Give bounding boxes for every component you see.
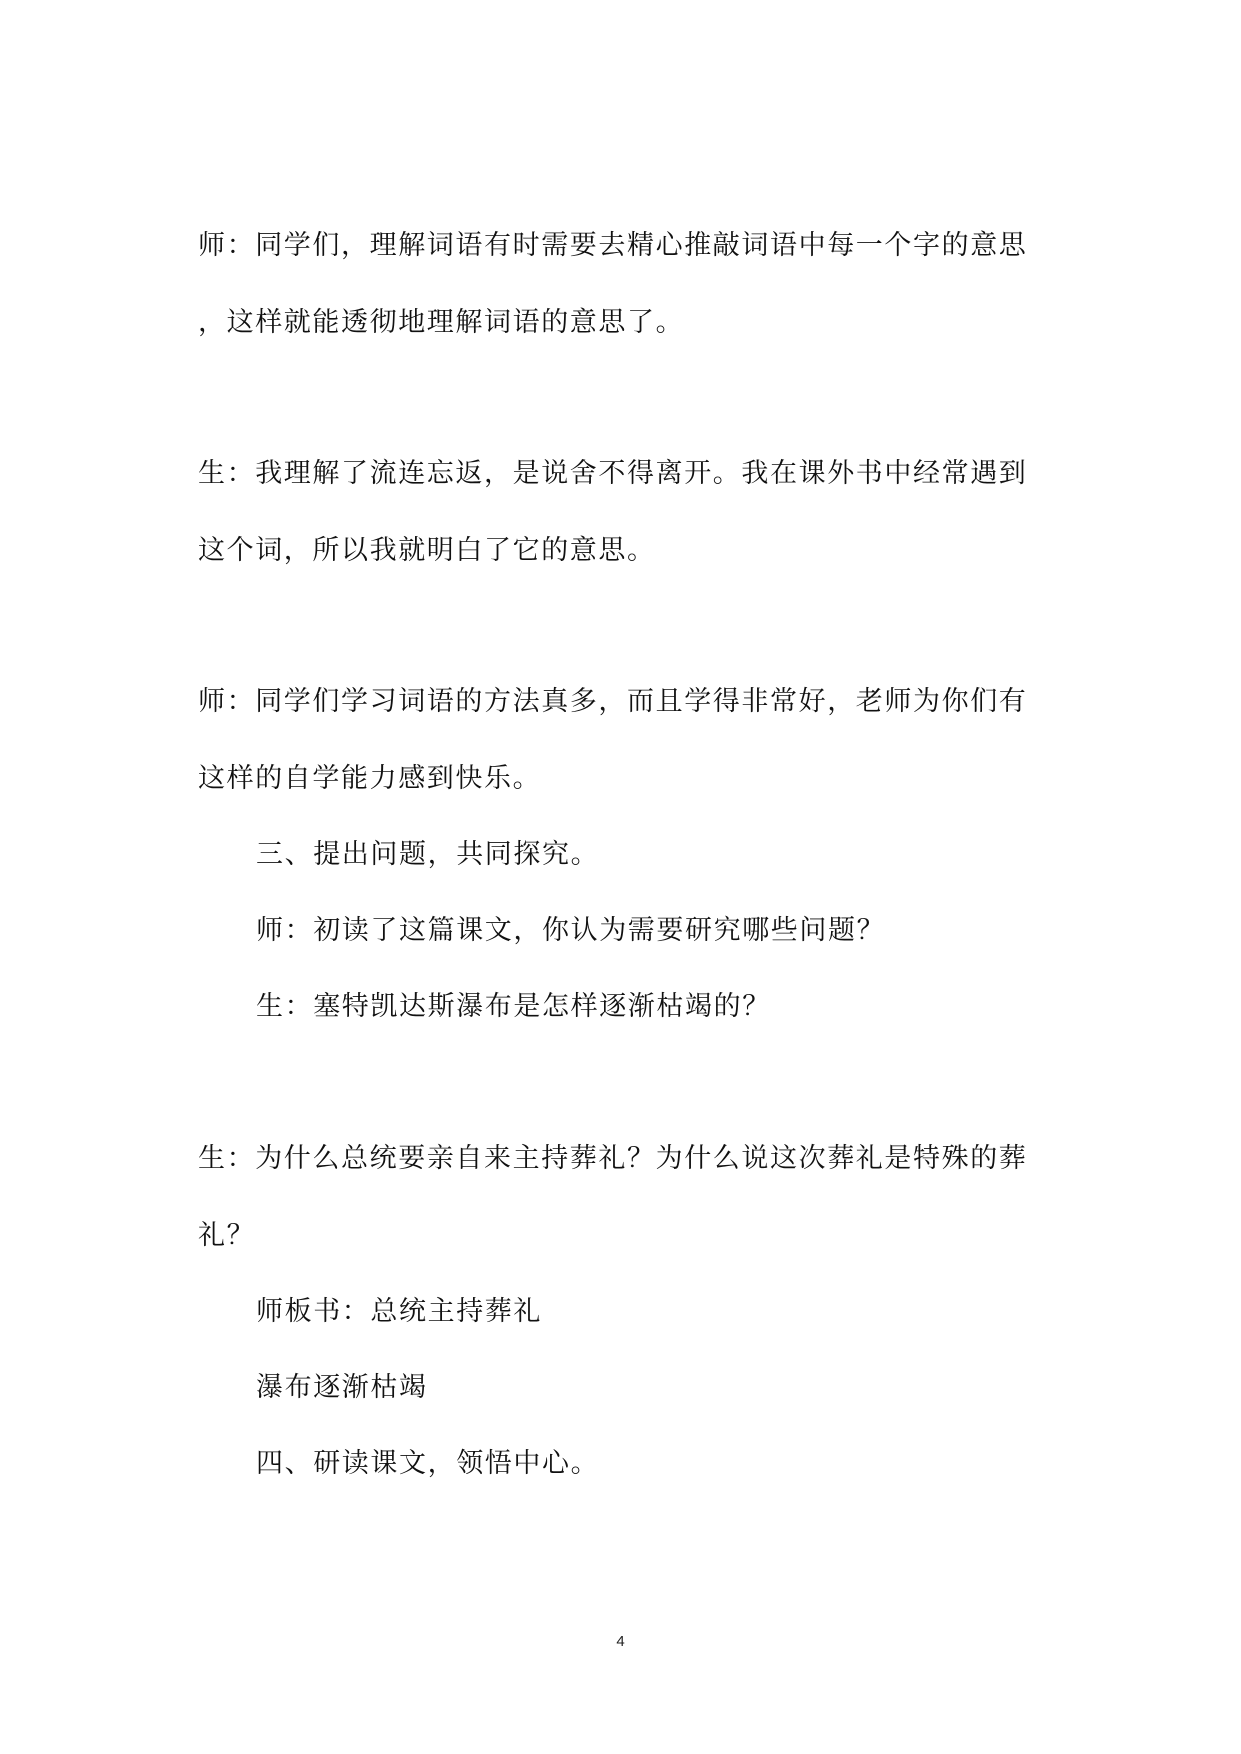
- teacher-question-line: 师：初读了这篇课文，你认为需要研究哪些问题？: [256, 915, 886, 946]
- student-paragraph-1-line-2: 这个词，所以我就明白了它的意思。: [198, 535, 656, 566]
- student-answer-line: 生：塞特凯达斯瀑布是怎样逐渐枯竭的？: [256, 991, 771, 1022]
- section-heading-3: 三、提出问题，共同探究。: [256, 839, 600, 870]
- blackboard-line-2: 瀑布逐渐枯竭: [256, 1372, 428, 1403]
- student-paragraph-2-line-1: 生：为什么总统要亲自来主持葬礼？为什么说这次葬礼是特殊的葬: [198, 1143, 1028, 1174]
- student-paragraph-2-line-2: 礼？: [198, 1220, 256, 1251]
- teacher-paragraph-1-line-1: 师：同学们，理解词语有时需要去精心推敲词语中每一个字的意思: [198, 230, 1028, 261]
- blackboard-line-1: 师板书：总统主持葬礼: [256, 1296, 542, 1327]
- section-heading-4: 四、研读课文，领悟中心。: [256, 1448, 600, 1479]
- page-number: 4: [616, 1633, 625, 1650]
- teacher-paragraph-2-line-1: 师：同学们学习词语的方法真多，而且学得非常好，老师为你们有: [198, 686, 1028, 717]
- teacher-paragraph-1-line-2: ，这样就能透彻地理解词语的意思了。: [198, 307, 685, 338]
- teacher-paragraph-2-line-2: 这样的自学能力感到快乐。: [198, 763, 542, 794]
- student-paragraph-1-line-1: 生：我理解了流连忘返，是说舍不得离开。我在课外书中经常遇到: [198, 458, 1028, 489]
